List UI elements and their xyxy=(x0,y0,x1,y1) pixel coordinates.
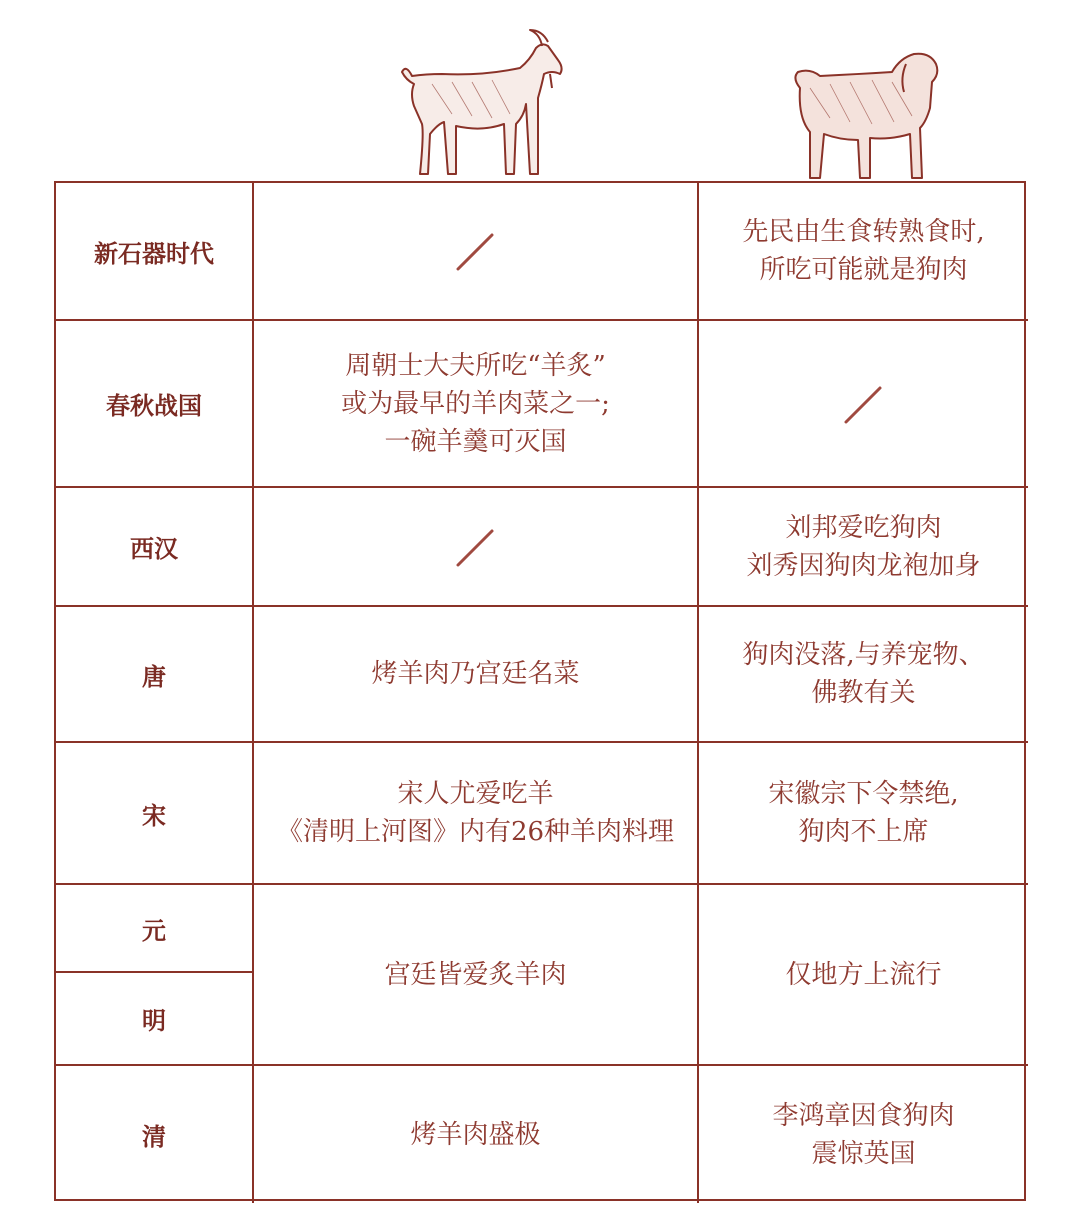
era-label: 宋 xyxy=(56,743,254,885)
slash-icon xyxy=(452,229,500,273)
dogmeat-cell-empty xyxy=(699,321,1028,488)
era-label: 清 xyxy=(56,1066,254,1203)
mutton-cell-empty xyxy=(254,488,699,607)
era-label: 唐 xyxy=(56,607,254,743)
goat-illustration xyxy=(392,24,572,184)
era-label: 西汉 xyxy=(56,488,254,607)
dogmeat-text: 李鸿章因食狗肉 震惊英国 xyxy=(772,1100,955,1169)
dog-illustration xyxy=(780,48,950,184)
dogmeat-text: 刘邦爱吃狗肉 刘秀因狗肉龙袍加身 xyxy=(699,488,1028,607)
mutton-text: 烤羊肉乃宫廷名菜 xyxy=(254,607,699,743)
era-label: 新石器时代 xyxy=(56,183,254,321)
mutton-text: 周朝士大夫所吃“羊炙” 或为最早的羊肉菜之一; 一碗羊羹可灭国 xyxy=(254,321,699,488)
slash-icon xyxy=(840,382,888,426)
mutton-text: 烤羊肉盛极 xyxy=(254,1066,699,1203)
dogmeat-text: 宋徽宗下令禁绝, 狗肉不上席 xyxy=(699,743,1028,885)
history-table xyxy=(54,181,1026,1201)
mutton-text: 宋人尤爱吃羊 《清明上河图》内有26种羊肉料理 xyxy=(254,743,699,885)
mutton-cell-empty xyxy=(254,183,699,321)
era-label: 元 xyxy=(56,885,254,973)
dogmeat-text: 先民由生食转熟食时, 所吃可能就是狗肉 xyxy=(699,183,1028,321)
mutton-text: 宫廷皆爱炙羊肉 xyxy=(254,885,699,1066)
slash-icon xyxy=(452,525,500,569)
era-label: 明 xyxy=(56,973,254,1066)
dogmeat-text: 狗肉没落,与养宠物、 佛教有关 xyxy=(699,607,1028,743)
dogmeat-text: 仅地方上流行 xyxy=(699,885,1028,1066)
era-label: 春秋战国 xyxy=(56,321,254,488)
